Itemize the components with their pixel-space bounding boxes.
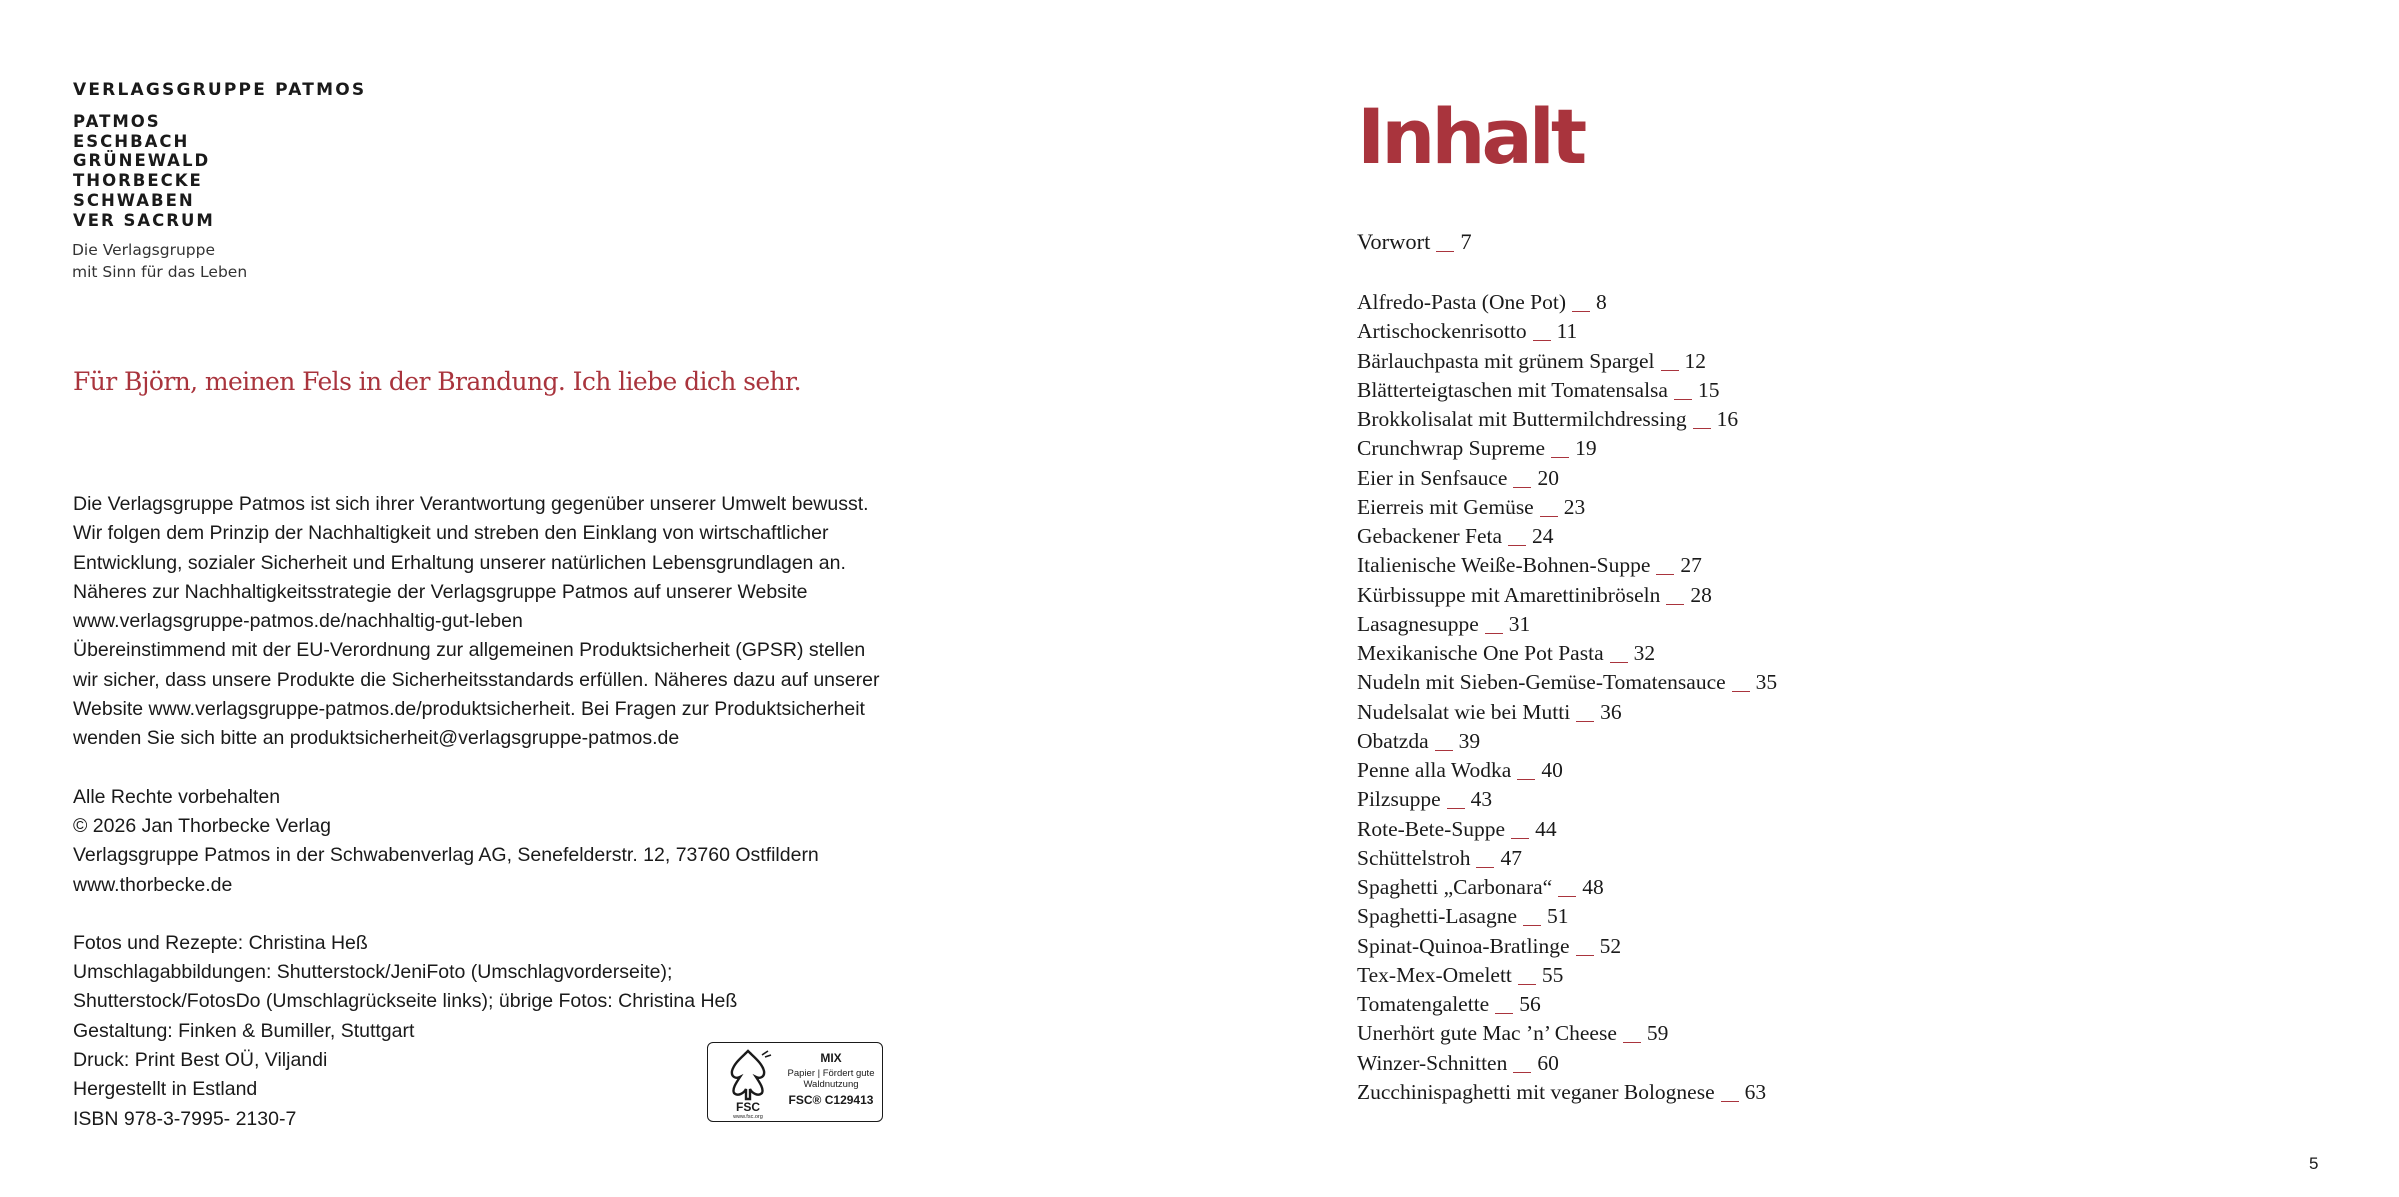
fsc-mix: MIX: [820, 1051, 842, 1065]
toc-entry-page: 7: [1460, 229, 1472, 254]
toc-entry: [1357, 1019, 1777, 1048]
toc-entry-title: Schüttelstroh: [1357, 845, 1471, 870]
fsc-logo-text: FSC: [736, 1100, 760, 1114]
credits-line: Fotos und Rezepte: Christina Heß: [73, 931, 368, 954]
toc-entry-title: Gebackener Feta: [1357, 524, 1503, 548]
toc-entry-title: Nudelsalat wie bei Mutti: [1357, 699, 1571, 724]
sustainability-line: Entwicklung, sozialer Sicherheit und Erhaltung unserer natürlichen Lebensgrundlagen an.: [73, 551, 846, 574]
toc-entry: [1357, 844, 1777, 873]
toc-entry-page: 56: [1519, 992, 1541, 1016]
toc-dash: [1551, 457, 1569, 458]
rights-line: © 2026 Jan Thorbecke Verlag: [73, 814, 331, 837]
toc-entry-title: Unerhört gute Mac ’n’ Cheese: [1357, 1021, 1617, 1046]
toc-dash: [1517, 779, 1535, 780]
imprint-item: SCHWABEN: [73, 190, 195, 210]
fsc-label: [707, 1042, 883, 1122]
toc-entry-title: Winzer-Schnitten: [1357, 1050, 1508, 1075]
toc-entry: [1357, 288, 1777, 317]
toc-dash: [1508, 545, 1526, 546]
toc-entry: [1357, 815, 1777, 844]
toc-entry-title: Spinat-Quinoa-Bratlinge: [1357, 933, 1570, 958]
toc-entry-page: 23: [1563, 494, 1586, 519]
toc-entry-page: 40: [1541, 758, 1563, 782]
toc-dash: [1485, 633, 1503, 634]
toc-dash: [1576, 955, 1594, 956]
table-of-contents: [1357, 288, 1777, 1107]
toc-entry: [1357, 1078, 1777, 1107]
credits-line: Hergestellt in Estland: [73, 1078, 258, 1101]
toc-entry: [1357, 317, 1777, 346]
toc-entry: [1357, 610, 1777, 639]
toc-entry-page: 31: [1508, 611, 1531, 636]
toc-entry-title: Alfredo-Pasta (One Pot): [1357, 290, 1566, 314]
toc-dash: [1495, 1013, 1513, 1014]
toc-entry-title: Bärlauchpasta mit grünem Spargel: [1357, 348, 1655, 373]
toc-entry: [1357, 990, 1777, 1019]
toc-entry-title: Rote-Bete-Suppe: [1357, 816, 1506, 841]
toc-entry: [1357, 873, 1777, 902]
toc-entry-title: Artischockenrisotto: [1357, 319, 1527, 344]
toc-dash: [1523, 925, 1541, 926]
fsc-paper: Papier | Fördert gute Waldnutzung: [787, 1068, 875, 1090]
toc-dash: [1558, 896, 1576, 897]
toc-entry-page: 32: [1633, 641, 1656, 665]
toc-dash: [1435, 750, 1453, 751]
toc-entry-title: Crunchwrap Supreme: [1357, 436, 1546, 461]
toc-dash: [1513, 1072, 1531, 1073]
toc-entry-page: 44: [1535, 816, 1557, 841]
toc-entry-page: 55: [1541, 962, 1564, 987]
right-page: [1199, 0, 2399, 1197]
toc-entry-title: Mexikanische One Pot Pasta: [1357, 641, 1604, 665]
credits-line: Druck: Print Best OÜ, Viljandi: [73, 1049, 328, 1072]
toc-dash: [1513, 487, 1531, 488]
toc-entry-page: 48: [1582, 875, 1604, 899]
toc-entry: [1357, 405, 1777, 434]
toc-entry-title: Tex-Mex-Omelett: [1357, 962, 1512, 987]
toc-entry-page: 52: [1599, 933, 1622, 958]
toc-entry-title: Nudeln mit Sieben-Gemüse-Tomatensauce: [1357, 670, 1726, 695]
toc-entry-page: 20: [1537, 465, 1559, 490]
toc-entry-title: Obatzda: [1357, 728, 1429, 753]
toc-entry-title: Spaghetti „Carbonara“: [1357, 875, 1553, 899]
toc-dash: [1511, 838, 1529, 839]
toc-entry: [1357, 961, 1777, 990]
imprint-item: THORBECKE: [73, 171, 203, 191]
toc-dash: [1476, 867, 1494, 868]
publisher-name: VERLAGSGRUPPE PATMOS: [73, 80, 367, 100]
toc-entry: [1357, 1049, 1777, 1078]
rights-line: Alle Rechte vorbehalten: [73, 785, 281, 808]
toc-dash: [1436, 251, 1454, 252]
left-page: [0, 0, 1199, 1197]
toc-dash: [1576, 721, 1594, 722]
imprint-list: [73, 112, 215, 230]
imprint-item: ESCHBACH: [73, 131, 190, 151]
toc-entry-page: 39: [1458, 728, 1481, 753]
toc-entry: [1357, 932, 1777, 961]
toc-dash: [1674, 399, 1692, 400]
toc-entry-title: Kürbissuppe mit Amarettinibröseln: [1357, 582, 1661, 607]
toc-entry-page: 11: [1556, 319, 1578, 344]
sustainability-line: wenden Sie sich bitte an produktsicherheit@verlagsgruppe-patmos.de: [73, 727, 680, 750]
toc-dash: [1693, 428, 1711, 429]
toc-entry-title: Eier in Senfsauce: [1357, 465, 1508, 490]
rights-line: www.thorbecke.de: [73, 873, 233, 896]
toc-entry-page: 43: [1470, 787, 1493, 812]
page-number: 5: [2309, 1154, 2319, 1173]
toc-entry: [1357, 551, 1777, 580]
rights-line: Verlagsgruppe Patmos in der Schwabenverlag AG, Senefelderstr. 12, 73760 Ostfildern: [73, 844, 819, 867]
toc-vorwort: [1357, 229, 1472, 255]
toc-entry: [1357, 668, 1777, 697]
toc-dash: [1732, 691, 1750, 692]
toc-entry: [1357, 756, 1777, 785]
toc-entry-title: Pilzsuppe: [1357, 787, 1441, 812]
imprint-item: PATMOS: [73, 112, 161, 131]
credits-line: Umschlagabbildungen: Shutterstock/JeniFoto (Umschlagvorderseite);: [73, 961, 673, 984]
toc-entry-page: 15: [1697, 377, 1720, 402]
toc-entry: [1357, 902, 1777, 931]
toc-entry-page: 63: [1744, 1079, 1767, 1104]
toc-dash: [1540, 516, 1558, 517]
toc-dash: [1666, 604, 1684, 605]
toc-entry-page: 16: [1716, 407, 1739, 431]
spacer: [73, 900, 973, 929]
toc-entry-title: Penne alla Wodka: [1357, 758, 1512, 782]
toc-entry: [1357, 376, 1777, 405]
toc-entry: [1357, 639, 1777, 668]
toc-entry-title: Zucchinispaghetti mit veganer Bolognese: [1357, 1079, 1715, 1104]
toc-entry: [1357, 493, 1777, 522]
toc-dash: [1661, 370, 1679, 371]
dedication: Für Björn, meinen Fels in der Brandung. Ich liebe dich sehr.: [73, 367, 802, 396]
toc-entry: [1357, 581, 1777, 610]
toc-entry: [1357, 464, 1777, 493]
toc-entry: [1357, 522, 1777, 551]
sustainability-line: Übereinstimmend mit der EU-Verordnung zur allgemeinen Produktsicherheit (GPSR) stellen: [73, 639, 866, 662]
credits-line: ISBN 978-3-7995- 2130-7: [73, 1107, 297, 1130]
toc-entry-page: 24: [1532, 524, 1554, 548]
toc-entry: [1357, 785, 1777, 814]
imprint-item: VER SACRUM: [73, 210, 215, 230]
fsc-tree-logo-icon: [718, 1047, 778, 1119]
sustainability-line: Wir folgen dem Prinzip der Nachhaltigkeit und streben den Einklang von wirtschaftlicher: [73, 522, 829, 545]
toc-dash: [1610, 662, 1628, 663]
page-title: Inhalt: [1357, 92, 1584, 181]
sustainability-line: www.verlagsgruppe-patmos.de/nachhaltig-gut-leben: [73, 610, 523, 633]
credits-line: Shutterstock/FotosDo (Umschlagrückseite links); übrige Fotos: Christina Heß: [73, 990, 738, 1013]
toc-dash: [1533, 340, 1551, 341]
toc-entry: [1357, 434, 1777, 463]
toc-entry-page: 51: [1547, 904, 1569, 929]
toc-entry-title: Tomatengalette: [1357, 992, 1490, 1016]
toc-entry-page: 12: [1684, 348, 1707, 373]
toc-entry-page: 28: [1690, 582, 1712, 607]
toc-entry: [1357, 698, 1777, 727]
toc-entry-title: Lasagnesuppe: [1357, 611, 1479, 636]
sustainability-line: Näheres zur Nachhaltigkeitsstrategie der Verlagsgruppe Patmos auf unserer Website: [73, 580, 808, 603]
toc-entry-page: 59: [1646, 1021, 1669, 1046]
toc-dash: [1447, 808, 1465, 809]
spacer: [73, 754, 973, 783]
fsc-info: [784, 1051, 878, 1107]
tagline-line: mit Sinn für das Leben: [72, 263, 248, 281]
toc-entry-page: 36: [1600, 699, 1622, 724]
toc-entry-page: 27: [1680, 553, 1702, 578]
toc-entry-title: Brokkolisalat mit Buttermilchdressing: [1357, 407, 1687, 431]
fsc-logo-url: www.fsc.org: [733, 1114, 763, 1119]
publisher-tagline: [72, 239, 247, 283]
sustainability-line: Website www.verlagsgruppe-patmos.de/produktsicherheit. Bei Fragen zur Produktsicherheit: [73, 698, 865, 721]
toc-entry-page: 35: [1755, 670, 1778, 695]
sustainability-line: Die Verlagsgruppe Patmos ist sich ihrer Verantwortung gegenüber unserer Umwelt bewusst.: [73, 493, 869, 515]
toc-entry-page: 60: [1537, 1050, 1559, 1075]
sustainability-line: wir sicher, dass unsere Produkte die Sicherheitsstandards erfüllen. Näheres dazu auf unserer: [73, 668, 880, 691]
toc-entry-title: Blätterteigtaschen mit Tomatensalsa: [1357, 377, 1668, 402]
toc-dash: [1518, 984, 1536, 985]
toc-entry: [1357, 727, 1777, 756]
toc-entry: [1357, 347, 1777, 376]
toc-entry-title: Spaghetti-Lasagne: [1357, 904, 1518, 929]
fsc-code: FSC® C129413: [788, 1093, 874, 1107]
toc-entry-title: Vorwort: [1357, 229, 1431, 254]
toc-entry-title: Eierreis mit Gemüse: [1357, 494, 1534, 519]
toc-entry-page: 8: [1595, 290, 1607, 314]
toc-dash: [1721, 1101, 1739, 1102]
toc-entry-page: 47: [1500, 845, 1522, 870]
toc-dash: [1656, 574, 1674, 575]
toc-dash: [1623, 1042, 1641, 1043]
toc-entry-page: 19: [1575, 436, 1597, 461]
imprint-text: [73, 490, 973, 1134]
toc-dash: [1572, 311, 1590, 312]
tagline-line: Die Verlagsgruppe: [72, 241, 215, 259]
imprint-item: GRÜNEWALD: [73, 151, 211, 171]
credits-line: Gestaltung: Finken & Bumiller, Stuttgart: [73, 1019, 415, 1042]
toc-entry-title: Italienische Weiße-Bohnen-Suppe: [1357, 553, 1651, 578]
